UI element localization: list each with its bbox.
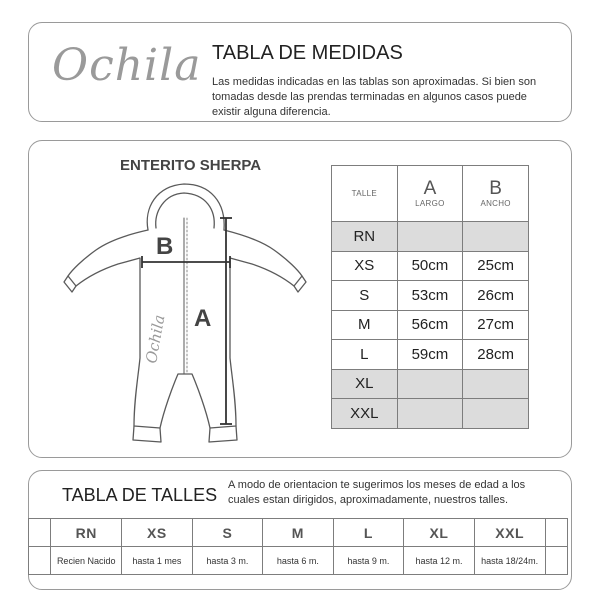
largo-cell [397,369,463,399]
brand-logo: Ochila [52,40,202,91]
talles-table [28,518,568,575]
size-cell: S [332,281,398,311]
size-header: M [263,519,334,547]
page-title: TABLA DE MEDIDAS [212,42,403,64]
largo-cell: 59cm [397,340,463,370]
age-cell: hasta 18/24m. [474,547,545,575]
ancho-cell: 25cm [463,251,529,281]
table-edge [545,519,567,547]
size-header: RN [51,519,122,547]
table-row [332,310,529,340]
size-header: XXL [474,519,545,547]
ancho-cell: 28cm [463,340,529,370]
age-cell: hasta 6 m. [263,547,334,575]
largo-cell [397,399,463,429]
table-edge [29,547,51,575]
size-header: L [333,519,404,547]
hood-outline [147,184,224,230]
table-edge [545,547,567,575]
disclaimer-text: Las medidas indicadas en las tablas son aproximadas. Si bien son tomadas desde las prendas terminadas en algunos casos puede existir alguna diferencia. [212,76,537,118]
size-header: XS [122,519,193,547]
age-cell: hasta 12 m. [404,547,475,575]
table-row [332,369,529,399]
table-row [332,340,529,370]
hood-inner [156,193,215,228]
label-a: A [194,305,212,332]
age-cell: hasta 9 m. [333,547,404,575]
ancho-cell: 27cm [463,310,529,340]
table-row [332,281,529,311]
garment-illustration [60,178,310,448]
table-row [332,399,529,429]
largo-cell: 50cm [397,251,463,281]
ancho-cell [463,222,529,252]
table-row [332,251,529,281]
size-cell: RN [332,222,398,252]
size-header: XL [404,519,475,547]
size-row [29,519,568,547]
size-cell: XL [332,369,398,399]
age-cell: hasta 1 mes [122,547,193,575]
measure-table [331,165,529,429]
ancho-cell: 26cm [463,281,529,311]
talles-title: TABLA DE TALLES [62,485,218,505]
table-edge [29,519,51,547]
age-cell: Recien Nacido [51,547,122,575]
size-cell: M [332,310,398,340]
label-b: B [156,233,174,260]
size-cell: XS [332,251,398,281]
body-outline [68,230,302,428]
age-cell: hasta 3 m. [192,547,263,575]
size-cell: XXL [332,399,398,429]
table-row [332,222,529,252]
header-talle: TALLE [332,166,398,222]
largo-cell: 53cm [397,281,463,311]
ancho-cell [463,369,529,399]
ancho-cell [463,399,529,429]
size-cell: L [332,340,398,370]
age-row [29,547,568,575]
garment-title: ENTERITO SHERPA [120,157,262,174]
header-ancho: B ANCHO [463,166,529,222]
size-header: S [192,519,263,547]
header-largo: A LARGO [397,166,463,222]
largo-cell [397,222,463,252]
largo-cell: 56cm [397,310,463,340]
talles-description: A modo de orientacion te sugerimos los meses de edad a los cuales estan dirigidos, aproximadamente, nuestros talles. [228,479,526,506]
embroidery-logo: Ochila [142,313,169,365]
